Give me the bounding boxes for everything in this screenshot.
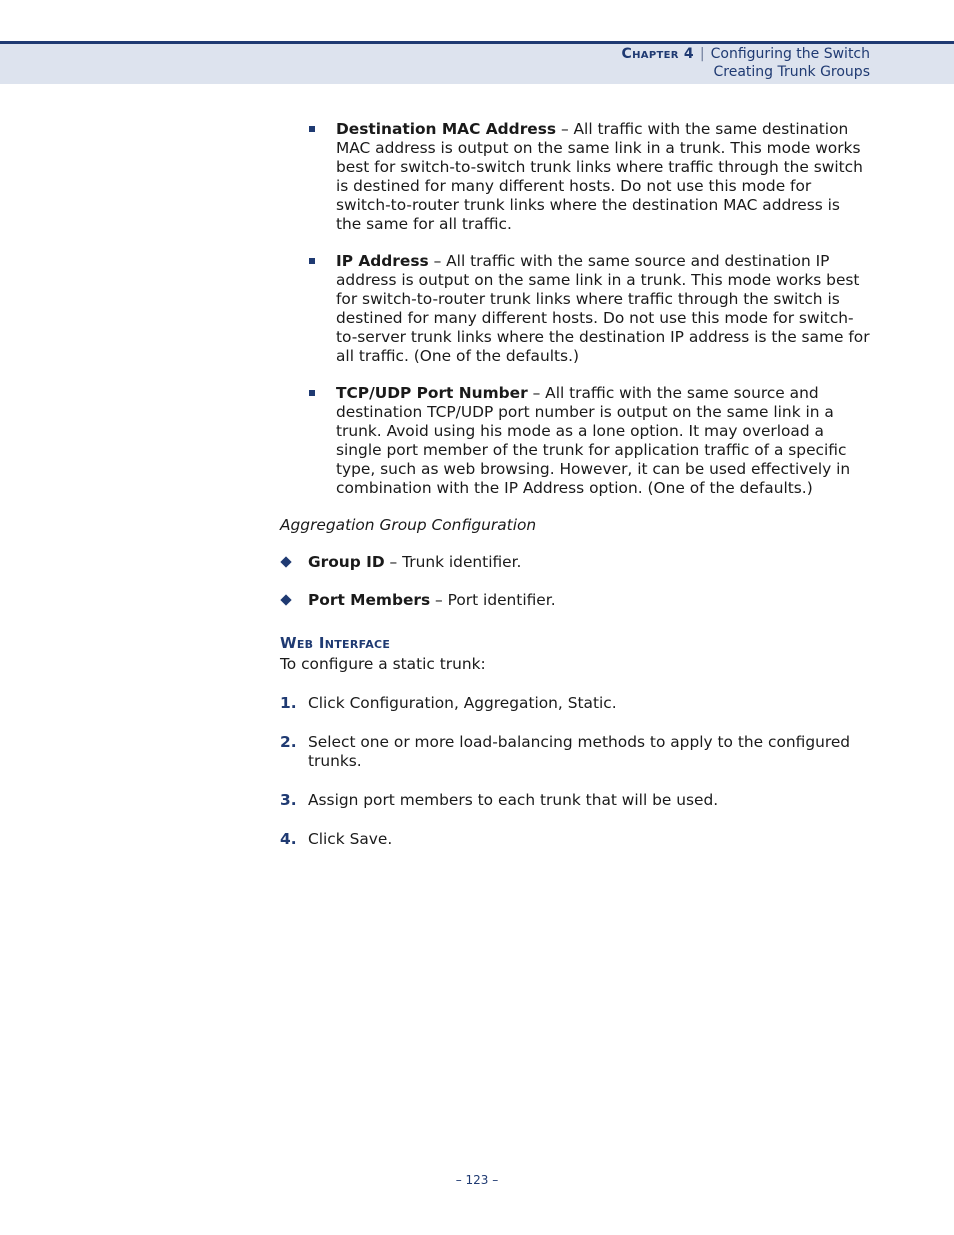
step-text: Assign port members to each trunk that will be used. [308,791,719,809]
running-header [622,45,870,81]
chapter-label: Chapter 4 [621,46,694,62]
square-bullet-icon [309,258,315,264]
item-text: – Trunk identifier. [384,553,522,571]
item-term: IP Address [336,252,429,270]
step-text: Click Save. [308,830,393,848]
aggregation-heading: Aggregation Group Configuration [280,516,537,534]
item-term: Group ID [308,553,385,571]
load-balancing-list [280,120,870,498]
section-title: Creating Trunk Groups [713,64,870,80]
step-item [280,791,870,810]
list-item [280,553,870,572]
page-content [280,120,870,869]
list-item [280,120,870,234]
item-text: – Port identifier. [430,591,556,609]
header-line-1 [622,45,870,63]
item-text: – All traffic with the same destination MAC address is output on the same link in a trunk. This mode works best for switch-to-switch trunk links where traffic through the switch is destined for many different hosts. Do not use this mode for switch-to-router trunk links where the destination MAC address is the same for all traffic. [336,120,863,233]
square-bullet-icon [309,126,315,132]
item-text: – All traffic with the same source and destination IP address is output on the same link in a trunk. This mode works best for switch-to-router trunk links where traffic through the switch is destined for many different hosts. Do not use this mode for switch-to-server trunk links where the destination IP address is the same for all traffic. (One of the defaults.) [336,252,870,365]
step-number: 1. [280,694,297,712]
diamond-bullet-icon [280,594,291,605]
list-item [280,591,870,610]
step-item [280,830,870,849]
item-text: – All traffic with the same source and destination TCP/UDP port number is output on the same link in a trunk. Avoid using his mode as a lone option. It may overload a single port member of the trunk for application traffic of a specific type, such as web browsing. However, it can be used effectively in combination with the IP Address option. (One of the defaults.) [336,384,851,497]
web-interface-intro: To configure a static trunk: [280,655,486,673]
chapter-title: Configuring the Switch [710,46,870,62]
item-term: Destination MAC Address [336,120,557,138]
steps-list [280,694,870,849]
list-item [280,252,870,366]
aggregation-list [280,553,870,610]
square-bullet-icon [309,390,315,396]
item-term: TCP/UDP Port Number [336,384,528,402]
step-item [280,733,870,771]
step-number: 4. [280,830,297,848]
list-item [280,384,870,498]
item-term: Port Members [308,591,431,609]
step-number: 3. [280,791,297,809]
step-item [280,694,870,713]
step-number: 2. [280,733,297,751]
step-text: Select one or more load-balancing methods to apply to the configured trunks. [308,733,851,770]
diamond-bullet-icon [280,556,291,567]
step-text: Click Configuration, Aggregation, Static. [308,694,617,712]
web-interface-heading: Web Interface [280,634,391,652]
header-separator: | [699,46,705,62]
page-number: – 123 – [455,1173,499,1187]
